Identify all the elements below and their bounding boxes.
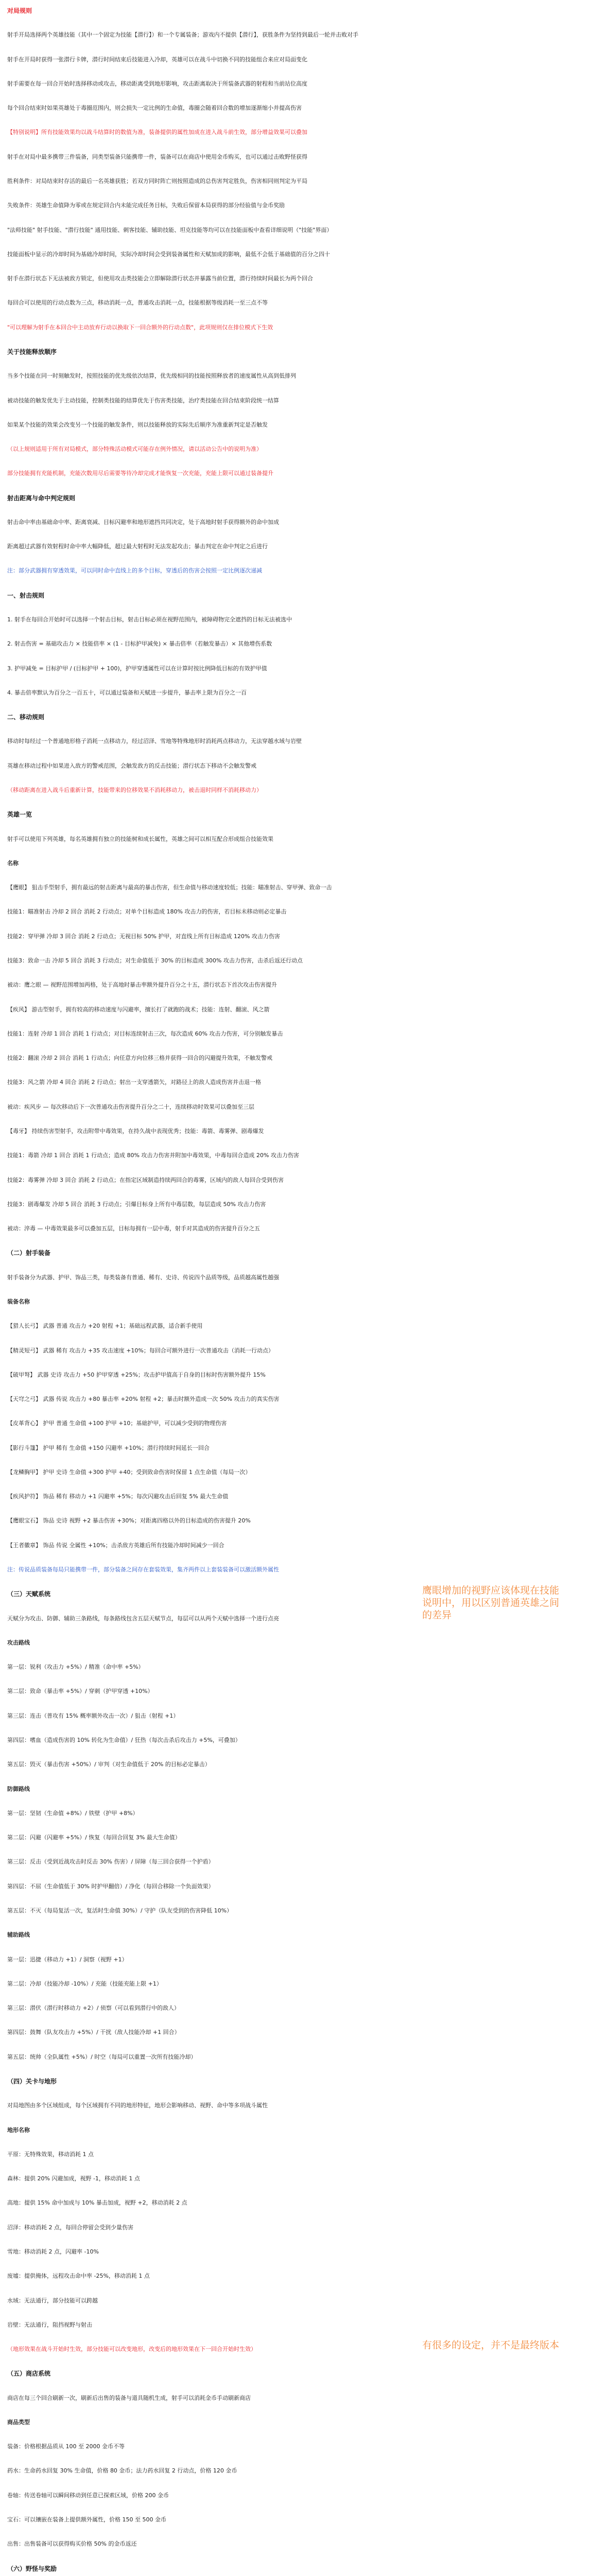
text-line: 被动技能的触发优先于主动技能，控制类技能的结算优先于伤害类技能，治疗类技能在回合结束阶段统一结算 bbox=[7, 397, 279, 404]
text-line: 商店在每三个回合刷新一次，刷新后出售的装备与道具随机生成，射手可以消耗金币手动刷新商店 bbox=[7, 2395, 251, 2401]
text-line: 技能1：毒箭 冷却 1 回合 消耗 1 行动点；造成 80% 攻击力伤害并附加中毒效果，中毒每回合造成 20% 攻击力伤害 bbox=[7, 1152, 299, 1159]
text-line: 【龙鳞胸甲】 护甲 史诗 生命值 +300 护甲 +40；受到致命伤害时保留 1 点生命值（每局一次） bbox=[7, 1469, 251, 1476]
text-line: 高地：提供 15% 命中加成与 10% 暴击加成，视野 +2，移动消耗 2 点 bbox=[7, 2199, 187, 2206]
text-line: 攻击路线 bbox=[7, 1639, 30, 1646]
text-line: 第一层：坚韧（生命值 +8%）/ 铁壁（护甲 +8%） bbox=[7, 1810, 139, 1817]
text-line: 废墟：提供掩体，远程攻击命中率 -25%，移动消耗 1 点 bbox=[7, 2273, 150, 2279]
text-line: 射手可以使用下列英雄，每名英雄拥有独立的技能树和成长属性，英雄之间可以相互配合形成组合技能效果 bbox=[7, 836, 273, 842]
text-line: 当多个技能在同一时刻触发时，按照技能的优先级依次结算，优先级相同的技能按照释放者的速度属性从高到低排列 bbox=[7, 372, 296, 379]
text-line: 【猎人长弓】 武器 普通 攻击力 +20 射程 +1；基础远程武器，适合新手使用 bbox=[7, 1323, 203, 1329]
text-line: 水域：无法通行，部分技能可以跨越 bbox=[7, 2297, 98, 2304]
text-line: 注：部分武器拥有穿透效果，可以同时命中直线上的多个目标，穿透后的伤害会按照一定比例逐次递减 bbox=[7, 567, 262, 574]
text-line: 技能2：毒雾弹 冷却 3 回合 消耗 2 行动点；在指定区域制造持续两回合的毒雾，区域内的敌人每回合受到伤害 bbox=[7, 1177, 284, 1183]
text-line: 每回合可以使用的行动点数为三点，移动消耗一点，普通攻击消耗一点，技能根据等级消耗一至三点不等 bbox=[7, 299, 268, 306]
text-line: 岩壁：无法通行，阻挡视野与射击 bbox=[7, 2321, 92, 2328]
text-line: 第四层：嗜血（造成伤害的 10% 转化为生命值）/ 狂热（每次击杀后攻击力 +5%，可叠加） bbox=[7, 1737, 241, 1743]
text-line: 第四层：不屈（生命值低于 30% 时护甲翻倍）/ 净化（每回合移除一个负面效果） bbox=[7, 1883, 214, 1890]
text-line: 【王者徽章】 饰品 传说 全属性 +10%；击杀敌方英雄后所有技能冷却时间减少一回合 bbox=[7, 1542, 224, 1549]
text-line: 被动：鹰之眼 — 视野范围增加两格，处于高地时暴击率额外提升百分之十五，潜行状态下首次攻击伤害提升 bbox=[7, 981, 277, 988]
text-line: 第五层：不灭（每局复活一次，复活时生命值 30%）/ 守护（队友受到的伤害降低 10%） bbox=[7, 1907, 233, 1914]
text-line: 雪地：移动消耗 2 点，闪避率 -10% bbox=[7, 2248, 99, 2255]
text-line: 第五层：统帅（全队属性 +5%）/ 时空（每局可以重置一次所有技能冷却） bbox=[7, 2054, 197, 2060]
text-line: 第二层：冷却（技能冷却 -10%）/ 充能（技能充能上限 +1） bbox=[7, 1980, 162, 1987]
text-line: 药水：生命药水回复 30% 生命值，价格 80 金币；法力药水回复 2 行动点，价格 120 金币 bbox=[7, 2467, 237, 2474]
text-line: 【精灵短弓】 武器 稀有 攻击力 +35 攻击速度 +10%；每回合可额外进行一次普通攻击（消耗一行动点） bbox=[7, 1347, 274, 1354]
text-line: 4. 暴击倍率默认为百分之一百五十，可以通过装备和天赋进一步提升，暴击率上限为百分之一百 bbox=[7, 689, 247, 696]
text-line: 射击命中率由基础命中率、距离衰减、目标闪避率和地形遮挡共同决定，处于高地时射手获得额外的命中加成 bbox=[7, 519, 279, 526]
section-heading: （六）野怪与奖励 bbox=[7, 2565, 57, 2572]
section-heading: 一、射击规则 bbox=[7, 592, 45, 599]
text-line: 部分技能拥有充能机制，充能次数用尽后需要等待冷却完成才能恢复一次充能，充能上限可以通过装备提升 bbox=[7, 470, 273, 477]
text-line: 出售：出售装备可以获得购买价格 50% 的金币返还 bbox=[7, 2540, 137, 2547]
text-line: 名称 bbox=[7, 860, 19, 867]
text-line: "法师技能" 射手技能、"潜行技能" 通用技能、刺客技能、辅助技能、坦克技能等均可以在技能面板中查看详细说明（"技能"界面） bbox=[7, 227, 333, 233]
text-line: 卷轴：传送卷轴可以瞬间移动到任意已探索区域，价格 200 金币 bbox=[7, 2492, 169, 2499]
text-line: 射手需要在每一回合开始时选择移动或攻击，移动距离受到地形影响，攻击距离取决于所装备武器的射程和当前站位高度 bbox=[7, 80, 307, 87]
text-line: （以上规则适用于所有对局模式，部分特殊活动模式可能存在例外情况，请以活动公告中的说明为准） bbox=[7, 446, 262, 452]
text-line: （地形效果在战斗开始时生效，部分技能可以改变地形，改变后的地形效果在下一回合开始时生效） bbox=[7, 2346, 256, 2352]
annotation-note: 鹰眼增加的视野应该体现在技能说明中，用以区别普通英雄之间的差异 bbox=[422, 1585, 560, 1621]
text-line: 被动：淬毒 — 中毒效果最多可以叠加五层，目标每拥有一层中毒，射手对其造成的伤害提升百分之五 bbox=[7, 1225, 260, 1232]
section-heading: 二、移动规则 bbox=[7, 714, 45, 721]
annotation-note: 有很多的设定，并不是最终版本 bbox=[422, 2340, 560, 2351]
section-heading: （二）射手装备 bbox=[7, 1249, 51, 1257]
text-line: 技能1：瞄准射击 冷却 2 回合 消耗 2 行动点；对单个目标造成 180% 攻击力的伤害，若目标未移动则必定暴击 bbox=[7, 908, 287, 915]
text-line: 射手开局选择两个英雄技能（其中一个固定为技能【潜行】）和一个专属装备；游戏内不提供【潜行】，获胜条件为坚持到最后一轮并击败对手 bbox=[7, 31, 358, 38]
text-line: 技能3：致命一击 冷却 5 回合 消耗 3 行动点；对生命值低于 30% 的目标造成 300% 攻击力伤害，击杀后返还行动点 bbox=[7, 957, 303, 964]
section-heading: （三）天赋系统 bbox=[7, 1590, 51, 1598]
text-line: 【特别说明】所有技能效果均以战斗结算时的数值为准，装备提供的属性加成在进入战斗前生效，部分增益效果可以叠加 bbox=[7, 129, 307, 135]
text-line: 技能3：剧毒爆发 冷却 5 回合 消耗 3 行动点；引爆目标身上所有中毒层数，每层造成 50% 攻击力伤害 bbox=[7, 1201, 266, 1208]
text-line: 胜利条件：对局结束时存活的最后一名英雄获胜；若双方同时阵亡则按照造成的总伤害判定胜负，伤害相同则判定为平局 bbox=[7, 178, 307, 184]
text-line: 地形名称 bbox=[7, 2127, 30, 2133]
text-line: 第五层：毁灭（暴击伤害 +50%）/ 审判（对生命值低于 20% 的目标必定暴击） bbox=[7, 1761, 211, 1768]
text-line: 射手在潜行状态下无法被敌方锁定，但使用攻击类技能会立即解除潜行状态并暴露当前位置，潜行持续时间最长为两个回合 bbox=[7, 275, 313, 282]
text-line: 对局地图由多个区域组成，每个区域拥有不同的地形特征，地形会影响移动、视野、命中等多项战斗属性 bbox=[7, 2102, 268, 2109]
text-line: 距离超过武器有效射程时命中率大幅降低，超过最大射程时无法发起攻击；暴击判定在命中判定之后进行 bbox=[7, 543, 268, 550]
text-line: 第一层：迅捷（移动力 +1）/ 洞察（视野 +1） bbox=[7, 1956, 128, 1963]
text-line: 射手在对局中最多携带三件装备，同类型装备只能携带一件，装备可以在商店中使用金币购买，也可以通过击败野怪获得 bbox=[7, 154, 307, 160]
text-line: 移动时每经过一个普通地形格子消耗一点移动力，经过沼泽、雪地等特殊地形时消耗两点移动力，无法穿越水域与岩壁 bbox=[7, 738, 302, 744]
text-line: "可以理解为射手在本回合中主动放弃行动以换取下一回合额外的行动点数"，此项规则仅在排位模式下生效 bbox=[7, 324, 273, 331]
text-line: 【影行斗篷】 护甲 稀有 生命值 +150 闪避率 +10%；潜行持续时间延长一回合 bbox=[7, 1445, 210, 1451]
text-line: 平原：无特殊效果，移动消耗 1 点 bbox=[7, 2151, 94, 2158]
section-heading: 关于技能释放顺序 bbox=[7, 348, 57, 355]
section-heading: 对局规则 bbox=[7, 7, 32, 14]
text-line: 射手装备分为武器、护甲、饰品三类，每类装备有普通、稀有、史诗、传说四个品质等级，品质越高属性越强 bbox=[7, 1274, 279, 1281]
text-line: 1. 射手在每回合开始时可以选择一个射击目标，射击目标必须在视野范围内，被障碍物完全遮挡的目标无法被选中 bbox=[7, 616, 292, 623]
text-line: 技能1：连射 冷却 1 回合 消耗 1 行动点；对目标连续射击三次，每次造成 60% 攻击力伤害，可分别触发暴击 bbox=[7, 1030, 283, 1037]
text-line: 第三层：连击（普攻有 15% 概率额外攻击一次）/ 狙击（射程 +1） bbox=[7, 1713, 179, 1719]
text-line: 第三层：潜伏（潜行时移动力 +2）/ 侦察（可以看到潜行中的敌人） bbox=[7, 2005, 180, 2011]
section-heading: 射击距离与命中判定规则 bbox=[7, 495, 76, 502]
text-line: 商品类型 bbox=[7, 2419, 30, 2426]
text-line: （移动距离在进入战斗后重新计算，技能带来的位移效果不消耗移动力，被击退时同样不消耗移动力） bbox=[7, 787, 262, 793]
text-line: 【鹰眼宝石】 饰品 史诗 视野 +2 暴击伤害 +30%；对距离四格以外的目标造成的伤害提升 20% bbox=[7, 1517, 251, 1524]
text-line: 第一层：锐利（攻击力 +5%）/ 精准（命中率 +5%） bbox=[7, 1664, 144, 1670]
text-line: 防御路线 bbox=[7, 1786, 30, 1792]
text-line: 【破甲弩】 武器 史诗 攻击力 +50 护甲穿透 +25%；攻击护甲值高于自身的目标时伤害额外提升 15% bbox=[7, 1371, 266, 1378]
text-line: 注：传说品质装备每局只能携带一件，部分装备之间存在套装效果，集齐两件以上套装装备可以激活额外属性 bbox=[7, 1566, 279, 1573]
text-line: 第二层：致命（暴击率 +5%）/ 穿刺（护甲穿透 +10%） bbox=[7, 1688, 153, 1694]
text-line: 3. 护甲减免 = 目标护甲 / (目标护甲 + 100)，护甲穿透属性可以在计算时按比例降低目标的有效护甲值 bbox=[7, 665, 267, 672]
section-heading: （四）关卡与地形 bbox=[7, 2078, 57, 2085]
text-line: 【鹰眼】 狙击手型射手，拥有最远的射击距离与最高的暴击伤害，但生命值与移动速度较低；技能：瞄准射击、穿甲弹、致命一击 bbox=[7, 884, 332, 891]
text-line: 【天穹之弓】 武器 传说 攻击力 +80 暴击率 +20% 射程 +2；暴击时额外造成一次 50% 攻击力的真实伤害 bbox=[7, 1396, 280, 1402]
text-line: 沼泽：移动消耗 2 点，每回合停留会受到少量伤害 bbox=[7, 2224, 133, 2231]
text-line: 技能3：风之箭 冷却 4 回合 消耗 2 行动点；射出一支穿透箭矢，对路径上的敌人造成伤害并击退一格 bbox=[7, 1079, 261, 1086]
text-line: 第三层：反击（受到近战攻击时反击 30% 伤害）/ 屏障（每三回合获得一个护盾） bbox=[7, 1858, 214, 1865]
text-line: 天赋分为攻击、防御、辅助三条路线，每条路线包含五层天赋节点，每层可以从两个天赋中选择一个进行点亮 bbox=[7, 1615, 279, 1622]
text-line: 森林：提供 20% 闪避加成，视野 -1，移动消耗 1 点 bbox=[7, 2175, 140, 2182]
text-line: 【毒牙】 持续伤害型射手，攻击附带中毒效果，在持久战中表现优秀；技能：毒箭、毒雾弹、剧毒爆发 bbox=[7, 1128, 264, 1134]
text-line: 辅助路线 bbox=[7, 1931, 30, 1938]
section-heading: （五）商店系统 bbox=[7, 2370, 51, 2377]
text-line: 第二层：闪避（闪避率 +5%）/ 恢复（每回合回复 3% 最大生命值） bbox=[7, 1834, 181, 1841]
text-line: 【疾风】 游击型射手，拥有较高的移动速度与闪避率，擅长打了就跑的战术；技能：连射、翻滚、风之箭 bbox=[7, 1006, 270, 1013]
text-line: 技能面板中显示的冷却时间为基础冷却时间，实际冷却时间会受到装备属性和天赋加成的影响，最低不会低于基础值的百分之四十 bbox=[7, 251, 330, 258]
text-line: 装备：价格根据品质从 100 至 2000 金币不等 bbox=[7, 2443, 125, 2450]
text-line: 失败条件：英雄生命值降为零或在规定回合内未能完成任务目标，失败后保留本局获得的部分经验值与金币奖励 bbox=[7, 202, 285, 209]
text-line: 第四层：鼓舞（队友攻击力 +5%）/ 干扰（敌人技能冷却 +1 回合） bbox=[7, 2029, 180, 2036]
text-line: 如果某个技能的效果会改变另一个技能的触发条件，则以技能释放的实际先后顺序为准重新判定是否触发 bbox=[7, 421, 268, 428]
text-line: 每个回合结束时如果英雄处于毒圈范围内，则会损失一定比例的生命值，毒圈会随着回合数的增加逐渐缩小并提高伤害 bbox=[7, 105, 302, 111]
text-line: 2. 射击伤害 = 基础攻击力 × 技能倍率 × (1 - 目标护甲减免) × 暴击倍率（若触发暴击）× 其他增伤系数 bbox=[7, 640, 272, 647]
text-line: 装备名称 bbox=[7, 1298, 30, 1305]
text-line: 英雄在移动过程中如果进入敌方的警戒范围，会触发敌方的反击技能；潜行状态下移动不会触发警戒 bbox=[7, 762, 256, 769]
text-line: 被动：疾风步 — 每次移动后下一次普通攻击伤害提升百分之二十，连续移动时效果可以叠加至三层 bbox=[7, 1104, 254, 1110]
section-heading: 英雄一览 bbox=[7, 811, 32, 818]
text-line: 射手在开局时获得一张潜行卡牌，潜行时间结束后技能进入冷却，英雄可以在战斗中切换不同的技能组合来应对局面变化 bbox=[7, 56, 307, 63]
text-line: 技能2：翻滚 冷却 2 回合 消耗 1 行动点；向任意方向位移三格并获得一回合的闪避提升效果，不触发警戒 bbox=[7, 1055, 272, 1061]
text-line: 技能2：穿甲弹 冷却 3 回合 消耗 2 行动点；无视目标 50% 护甲，对直线上所有目标造成 120% 攻击力伤害 bbox=[7, 933, 280, 940]
text-line: 【疾风护符】 饰品 稀有 移动力 +1 闪避率 +5%；每次闪避攻击后回复 5% 最大生命值 bbox=[7, 1493, 229, 1500]
text-line: 宝石：可以镶嵌在装备上提供额外属性，价格 150 至 500 金币 bbox=[7, 2516, 166, 2523]
text-line: 【皮革背心】 护甲 普通 生命值 +100 护甲 +10；基础护甲，可以减少受到的物理伤害 bbox=[7, 1420, 227, 1427]
